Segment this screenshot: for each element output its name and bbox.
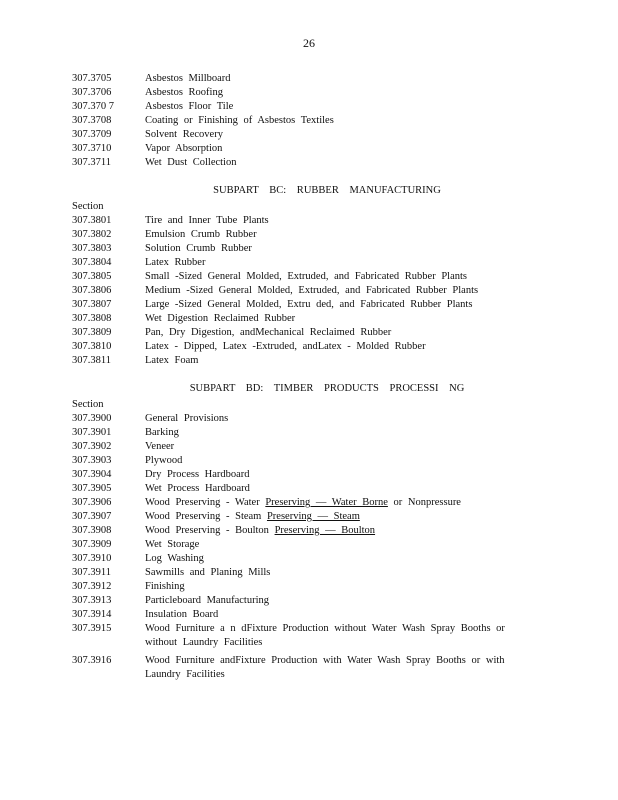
section-number: 307.3902 bbox=[72, 441, 112, 452]
section-number: 307.3802 bbox=[72, 229, 112, 240]
section-title: Finishing bbox=[145, 581, 185, 592]
section-title: Coating or Finishing of Asbestos Textiles bbox=[145, 115, 334, 126]
list-item bbox=[72, 72, 542, 86]
section-title-underlined: Preserving — Water Borne bbox=[265, 497, 388, 508]
list-item bbox=[72, 312, 542, 326]
section-number: 307.3911 bbox=[72, 567, 111, 578]
section-title: Wood Furniture andFixture Production with Water Wash Spray Booths or with Laundry Facilities bbox=[145, 655, 505, 680]
section-number: 307.3901 bbox=[72, 427, 112, 438]
section-number: 307.3906 bbox=[72, 497, 112, 508]
section-title: Tire and Inner Tube Plants bbox=[145, 215, 269, 226]
section-number: 307.3811 bbox=[72, 355, 111, 366]
section-title: Solvent Recovery bbox=[145, 129, 223, 140]
section-number: 307.3910 bbox=[72, 553, 112, 564]
list-item bbox=[72, 114, 542, 128]
document-body bbox=[72, 72, 542, 682]
list-item bbox=[72, 156, 542, 170]
list-item bbox=[72, 228, 542, 242]
section-number: 307.3706 bbox=[72, 87, 112, 98]
subpart-bd-heading: SUBPART BD: TIMBER PRODUCTS PROCESSI NG bbox=[189, 383, 465, 394]
section-number: 307.3808 bbox=[72, 313, 112, 324]
section-title-prefix: Wood Preserving - Water bbox=[145, 497, 266, 508]
section-title bbox=[145, 524, 542, 538]
list-item bbox=[72, 142, 542, 156]
section-number: 307.370 7 bbox=[72, 101, 114, 112]
section-number: 307.3914 bbox=[72, 609, 112, 620]
section-title: Emulsion Crumb Rubber bbox=[145, 229, 257, 240]
section-number: 307.3809 bbox=[72, 327, 112, 338]
section-number: 307.3909 bbox=[72, 539, 112, 550]
section-title: Large -Sized General Molded, Extru ded, and Fabricated Rubber Plants bbox=[145, 299, 473, 310]
list-item bbox=[72, 496, 542, 510]
section-number: 307.3804 bbox=[72, 257, 112, 268]
list-item bbox=[72, 128, 542, 142]
section-title: Insulation Board bbox=[145, 609, 219, 620]
section-title: Small -Sized General Molded, Extruded, and Fabricated Rubber Plants bbox=[145, 271, 468, 282]
list-item bbox=[72, 608, 542, 622]
list-item bbox=[72, 242, 542, 256]
section-title: Wet Process Hardboard bbox=[145, 483, 250, 494]
section-title-prefix: Wood Preserving - Boulton bbox=[145, 525, 275, 536]
section-number: 307.3705 bbox=[72, 73, 112, 84]
section-title-suffix: or Nonpressure bbox=[387, 497, 461, 508]
section-number: 307.3806 bbox=[72, 285, 112, 296]
section-number: 307.3916 bbox=[72, 655, 112, 666]
section-number: 307.3913 bbox=[72, 595, 112, 606]
list-item bbox=[72, 594, 542, 608]
list-item bbox=[72, 426, 542, 440]
section-title: Solution Crumb Rubber bbox=[145, 243, 252, 254]
section-number: 307.3711 bbox=[72, 157, 111, 168]
section-number: 307.3904 bbox=[72, 469, 112, 480]
list-item bbox=[72, 256, 542, 270]
section-number: 307.3907 bbox=[72, 511, 112, 522]
list-item bbox=[72, 454, 542, 468]
section-number: 307.3801 bbox=[72, 215, 112, 226]
section-number: 307.3805 bbox=[72, 271, 112, 282]
section-number: 307.3810 bbox=[72, 341, 112, 352]
list-item bbox=[72, 538, 542, 552]
section-title: Wet Digestion Reclaimed Rubber bbox=[145, 313, 296, 324]
list-item bbox=[72, 510, 542, 524]
section-title: General Provisions bbox=[145, 413, 229, 424]
section-title: Veneer bbox=[145, 441, 175, 452]
section-title: Pan, Dry Digestion, andMechanical Reclaimed Rubber bbox=[145, 327, 392, 338]
section-column-label: Section bbox=[72, 201, 104, 212]
list-item bbox=[72, 566, 542, 580]
section-title bbox=[145, 510, 542, 524]
section-number: 307.3807 bbox=[72, 299, 112, 310]
list-item bbox=[72, 284, 542, 298]
section-title: Plywood bbox=[145, 455, 183, 466]
section-title: Particleboard Manufacturing bbox=[145, 595, 269, 606]
section-number: 307.3708 bbox=[72, 115, 112, 126]
section-title bbox=[145, 496, 542, 510]
section-number: 307.3905 bbox=[72, 483, 112, 494]
section-number: 307.3900 bbox=[72, 413, 112, 424]
section-title: Asbestos Millboard bbox=[145, 73, 231, 84]
list-item bbox=[72, 100, 542, 114]
section-column-label: Section bbox=[72, 399, 104, 410]
section-number: 307.3710 bbox=[72, 143, 112, 154]
section-list-asbestos bbox=[72, 72, 542, 170]
section-title-underlined: Preserving — Steam bbox=[266, 511, 360, 522]
section-title: Dry Process Hardboard bbox=[145, 469, 250, 480]
list-item bbox=[72, 270, 542, 284]
list-item bbox=[72, 354, 542, 368]
list-item bbox=[72, 214, 542, 228]
section-number: 307.3903 bbox=[72, 455, 112, 466]
section-title: Asbestos Floor Tile bbox=[145, 101, 234, 112]
list-item bbox=[72, 440, 542, 454]
list-item bbox=[72, 326, 542, 340]
list-item bbox=[72, 622, 542, 650]
list-item bbox=[72, 412, 542, 426]
section-title: Wet Dust Collection bbox=[145, 157, 237, 168]
list-item bbox=[72, 340, 542, 354]
section-title: Vapor Absorption bbox=[145, 143, 223, 154]
list-item bbox=[72, 552, 542, 566]
section-number: 307.3709 bbox=[72, 129, 112, 140]
section-title: Medium -Sized General Molded, Extruded, and Fabricated Rubber Plants bbox=[145, 285, 479, 296]
section-number: 307.3912 bbox=[72, 581, 112, 592]
section-title: Latex Rubber bbox=[145, 257, 206, 268]
section-title: Asbestos Roofing bbox=[145, 87, 223, 98]
section-title: Log Washing bbox=[145, 553, 204, 564]
section-number: 307.3915 bbox=[72, 623, 112, 634]
list-item bbox=[72, 654, 542, 682]
page-number: 26 bbox=[303, 36, 315, 50]
section-title: Wood Furniture a n dFixture Production without Water Wash Spray Booths or without Laundry Facilities bbox=[145, 623, 505, 648]
list-item bbox=[72, 86, 542, 100]
section-title: Wet Storage bbox=[145, 539, 200, 550]
section-title: Latex Foam bbox=[145, 355, 199, 366]
section-list-timber bbox=[72, 412, 542, 682]
section-title: Latex - Dipped, Latex -Extruded, andLatex - Molded Rubber bbox=[145, 341, 426, 352]
list-item bbox=[72, 468, 542, 482]
section-number: 307.3908 bbox=[72, 525, 112, 536]
list-item bbox=[72, 524, 542, 538]
list-item bbox=[72, 482, 542, 496]
list-item bbox=[72, 298, 542, 312]
section-title: Barking bbox=[145, 427, 179, 438]
section-list-rubber bbox=[72, 214, 542, 368]
section-title: Sawmills and Planing Mills bbox=[145, 567, 271, 578]
list-item bbox=[72, 580, 542, 594]
section-title-prefix: Wood Preserving - Steam bbox=[145, 511, 267, 522]
subpart-bc-heading: SUBPART BC: RUBBER MANUFACTURING bbox=[213, 185, 441, 196]
section-title-underlined: Preserving — Boulton bbox=[274, 525, 376, 536]
section-number: 307.3803 bbox=[72, 243, 112, 254]
